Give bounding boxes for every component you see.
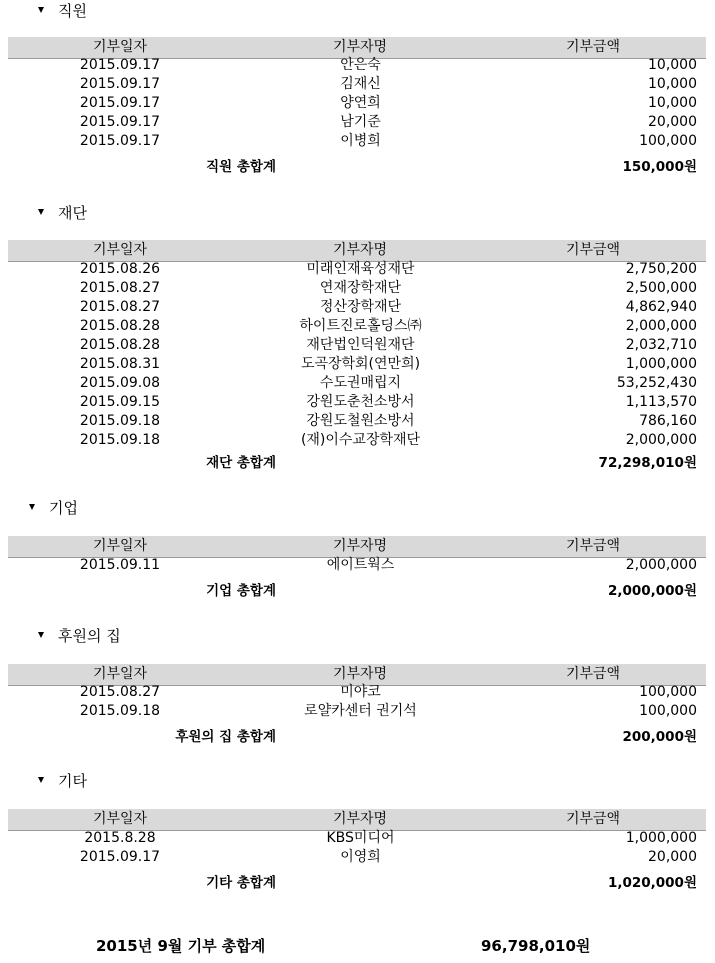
subtotal-row xyxy=(8,581,706,601)
section-title: 기업 xyxy=(29,497,78,519)
col-name-header: 기부자명 xyxy=(332,666,388,682)
collapse-triangle-icon[interactable] xyxy=(38,7,44,13)
col-amount-header: 기부금액 xyxy=(565,538,621,554)
cell-amount: 1,000,000 xyxy=(625,830,697,846)
col-amount-header: 기부금액 xyxy=(565,242,621,258)
cell-date: 2015.08.27 xyxy=(79,684,161,700)
col-date-header: 기부일자 xyxy=(92,666,148,682)
grand-total-row xyxy=(0,934,715,958)
cell-date: 2015.08.26 xyxy=(79,261,161,277)
cell-date: 2015.8.28 xyxy=(84,830,156,846)
cell-amount: 100,000 xyxy=(639,703,697,719)
cell-donor-name: 에이트웍스 xyxy=(326,557,395,573)
table-row xyxy=(8,829,706,848)
cell-amount: 10,000 xyxy=(648,76,697,92)
cell-date: 2015.09.17 xyxy=(79,849,161,865)
section-title: 후원의 집 xyxy=(38,625,121,647)
col-date-header: 기부일자 xyxy=(92,242,148,258)
cell-date: 2015.09.17 xyxy=(79,57,161,73)
cell-amount: 10,000 xyxy=(648,57,697,73)
col-name-header: 기부자명 xyxy=(332,39,388,55)
cell-amount: 10,000 xyxy=(648,95,697,111)
cell-amount: 2,500,000 xyxy=(625,280,697,296)
cell-donor-name: (재)이수교장학재단 xyxy=(300,432,421,448)
cell-donor-name: 남기준 xyxy=(340,114,381,130)
cell-date: 2015.09.08 xyxy=(79,375,161,391)
subtotal-label: 기업 총합계 xyxy=(206,583,276,599)
subtotal-value: 72,298,010원 xyxy=(598,455,697,471)
cell-donor-name: 김재신 xyxy=(340,76,381,92)
collapse-triangle-icon[interactable] xyxy=(38,632,44,638)
cell-donor-name: 정산장학재단 xyxy=(319,299,402,315)
cell-donor-name: 양연희 xyxy=(340,95,381,111)
cell-amount: 100,000 xyxy=(639,684,697,700)
table-header xyxy=(8,240,706,262)
table-header xyxy=(8,809,706,831)
subtotal-row xyxy=(8,727,706,747)
table-row xyxy=(8,56,706,75)
cell-donor-name: KBS미디어 xyxy=(326,830,395,846)
table-row xyxy=(8,260,706,279)
cell-date: 2015.09.15 xyxy=(79,394,161,410)
grand-total-label: 2015년 9월 기부 총합계 xyxy=(96,937,266,955)
section-title: 기타 xyxy=(38,770,87,792)
subtotal-value: 150,000원 xyxy=(622,159,697,175)
cell-date: 2015.09.17 xyxy=(79,76,161,92)
cell-donor-name: 하이트진로홀딩스㈜ xyxy=(299,318,422,334)
cell-amount: 4,862,940 xyxy=(625,299,697,315)
table-body xyxy=(8,260,706,450)
section-title: 직원 xyxy=(38,0,87,22)
subtotal-row xyxy=(8,873,706,893)
table-row xyxy=(8,336,706,355)
col-name-header: 기부자명 xyxy=(332,538,388,554)
table-row xyxy=(8,298,706,317)
cell-date: 2015.09.18 xyxy=(79,413,161,429)
table-row xyxy=(8,393,706,412)
subtotal-value: 1,020,000원 xyxy=(607,875,697,891)
subtotal-value: 2,000,000원 xyxy=(607,583,697,599)
col-amount-header: 기부금액 xyxy=(565,811,621,827)
table-body xyxy=(8,556,706,575)
cell-donor-name: 미래인재육성재단 xyxy=(306,261,415,277)
subtotal-label: 후원의 집 총합계 xyxy=(175,729,276,745)
col-amount-header: 기부금액 xyxy=(565,39,621,55)
cell-date: 2015.09.17 xyxy=(79,133,161,149)
cell-date: 2015.08.28 xyxy=(79,337,161,353)
table-row xyxy=(8,317,706,336)
table-row xyxy=(8,848,706,867)
cell-donor-name: 재단법인덕원재단 xyxy=(306,337,415,353)
cell-amount: 20,000 xyxy=(648,849,697,865)
cell-date: 2015.09.17 xyxy=(79,95,161,111)
col-date-header: 기부일자 xyxy=(92,538,148,554)
grand-total-value: 96,798,010원 xyxy=(481,937,591,955)
cell-amount: 2,000,000 xyxy=(625,432,697,448)
table-body xyxy=(8,56,706,151)
cell-amount: 20,000 xyxy=(648,114,697,130)
cell-amount: 786,160 xyxy=(639,413,697,429)
cell-donor-name: 미야코 xyxy=(340,684,381,700)
cell-amount: 1,000,000 xyxy=(625,356,697,372)
cell-date: 2015.08.27 xyxy=(79,299,161,315)
cell-amount: 1,113,570 xyxy=(625,394,697,410)
table-row xyxy=(8,374,706,393)
cell-donor-name: 강원도철원소방서 xyxy=(306,413,415,429)
cell-amount: 2,000,000 xyxy=(625,318,697,334)
table-row xyxy=(8,279,706,298)
table-row xyxy=(8,75,706,94)
cell-donor-name: 도곡장학회(연만희) xyxy=(300,356,421,372)
cell-donor-name: 안은숙 xyxy=(340,57,381,73)
cell-donor-name: 수도권매립지 xyxy=(319,375,402,391)
cell-amount: 53,252,430 xyxy=(616,375,697,391)
table-row xyxy=(8,431,706,450)
table-row xyxy=(8,113,706,132)
cell-date: 2015.09.11 xyxy=(79,557,161,573)
cell-donor-name: 로얄카센터 권기석 xyxy=(304,703,417,719)
table-row xyxy=(8,355,706,374)
cell-amount: 2,032,710 xyxy=(625,337,697,353)
subtotal-label: 기타 총합계 xyxy=(206,875,276,891)
cell-date: 2015.08.31 xyxy=(79,356,161,372)
cell-date: 2015.08.27 xyxy=(79,280,161,296)
collapse-triangle-icon[interactable] xyxy=(38,777,44,783)
table-row xyxy=(8,94,706,113)
cell-amount: 100,000 xyxy=(639,133,697,149)
cell-date: 2015.09.17 xyxy=(79,114,161,130)
table-row xyxy=(8,702,706,721)
table-body xyxy=(8,829,706,867)
collapse-triangle-icon[interactable] xyxy=(29,504,35,510)
cell-donor-name: 이영희 xyxy=(340,849,381,865)
col-name-header: 기부자명 xyxy=(332,242,388,258)
section-title: 재단 xyxy=(38,202,87,224)
cell-donor-name: 강원도춘천소방서 xyxy=(306,394,415,410)
subtotal-row xyxy=(8,157,706,177)
col-amount-header: 기부금액 xyxy=(565,666,621,682)
col-name-header: 기부자명 xyxy=(332,811,388,827)
col-date-header: 기부일자 xyxy=(92,39,148,55)
table-header xyxy=(8,536,706,558)
cell-donor-name: 이병희 xyxy=(340,133,381,149)
table-body xyxy=(8,683,706,721)
table-row xyxy=(8,556,706,575)
cell-date: 2015.09.18 xyxy=(79,432,161,448)
cell-donor-name: 연재장학재단 xyxy=(319,280,402,296)
subtotal-label: 재단 총합계 xyxy=(206,455,276,471)
cell-amount: 2,750,200 xyxy=(625,261,697,277)
subtotal-value: 200,000원 xyxy=(622,729,697,745)
cell-amount: 2,000,000 xyxy=(625,557,697,573)
subtotal-row xyxy=(8,453,706,473)
cell-date: 2015.08.28 xyxy=(79,318,161,334)
collapse-triangle-icon[interactable] xyxy=(38,209,44,215)
subtotal-label: 직원 총합계 xyxy=(206,159,276,175)
table-row xyxy=(8,132,706,151)
table-row xyxy=(8,412,706,431)
col-date-header: 기부일자 xyxy=(92,811,148,827)
cell-date: 2015.09.18 xyxy=(79,703,161,719)
table-row xyxy=(8,683,706,702)
